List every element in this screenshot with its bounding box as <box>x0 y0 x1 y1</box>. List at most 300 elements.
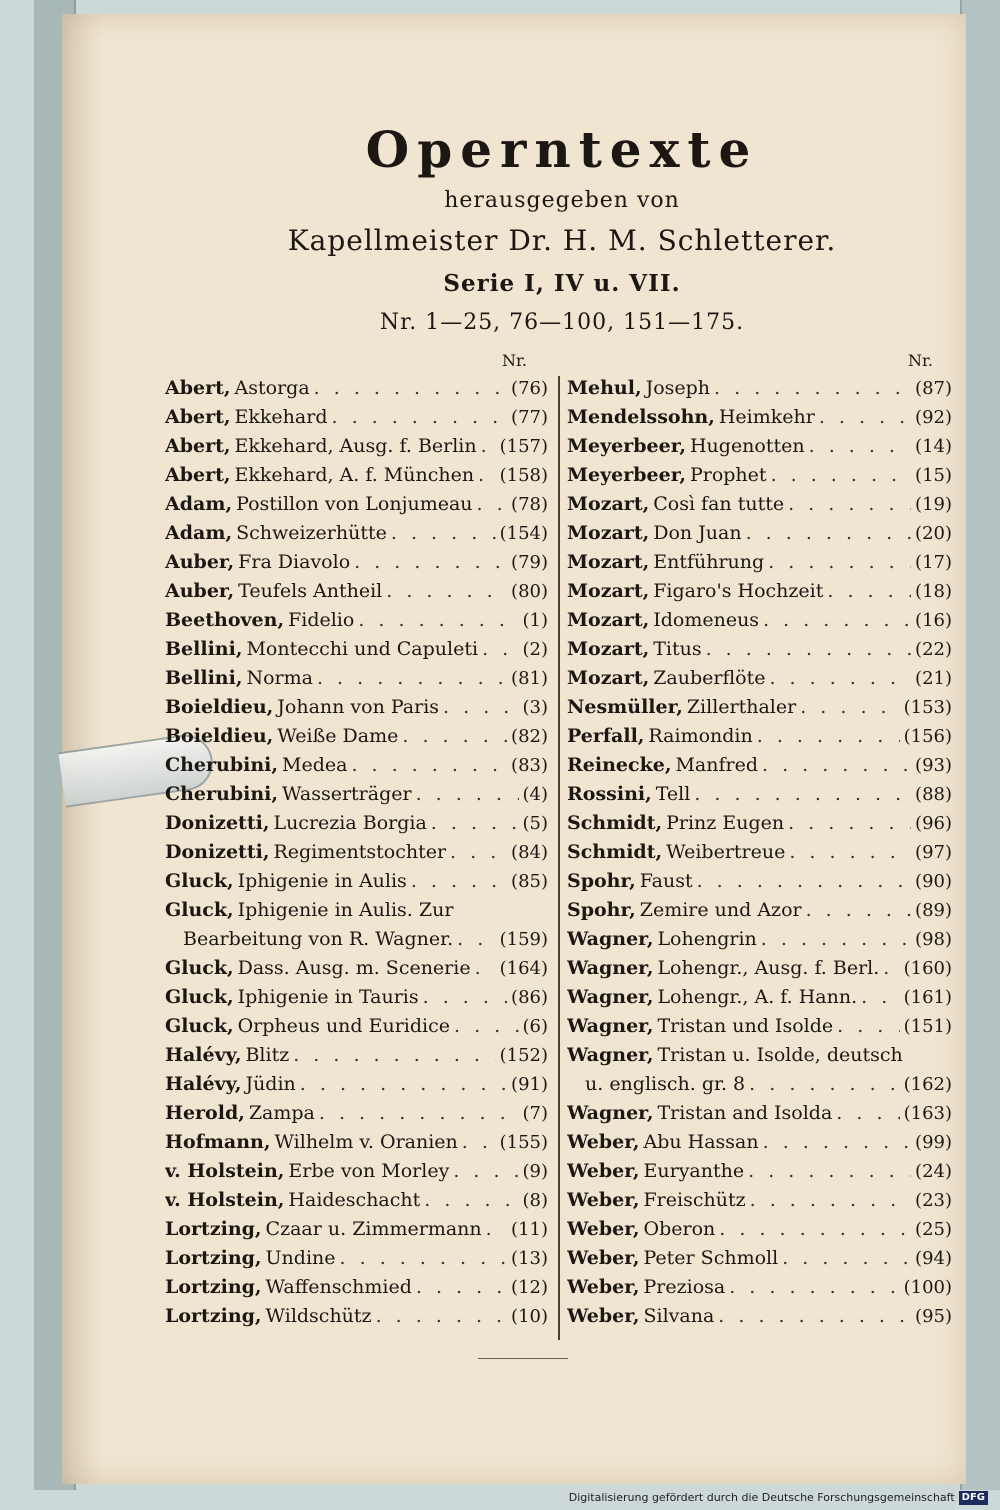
opera-title: Lucrezia Borgia <box>273 812 427 834</box>
opera-title: Fra Diavolo <box>238 551 351 573</box>
leader-dots <box>457 925 495 954</box>
composer-name: Adam, <box>165 493 233 515</box>
entry-number: (6) <box>522 1016 548 1037</box>
entry-number: (7) <box>522 1103 548 1124</box>
leader-dots <box>806 896 911 925</box>
leader-dots <box>750 1186 911 1215</box>
opera-title: Tristan and Isolda <box>657 1102 833 1124</box>
entry-number: (15) <box>915 465 952 486</box>
opera-title: Lohengrin <box>657 928 757 950</box>
list-item <box>567 374 952 403</box>
list-item <box>567 1186 952 1215</box>
leader-dots <box>482 635 518 664</box>
composer-name: Donizetti, <box>165 841 270 863</box>
composer-name: Gluck, <box>165 899 234 921</box>
leader-dots <box>462 1128 496 1157</box>
entry-number: (87) <box>915 378 952 399</box>
opera-title: Zampa <box>248 1102 315 1124</box>
entry-number: (12) <box>511 1277 548 1298</box>
list-item <box>165 954 548 983</box>
list-item <box>567 1099 952 1128</box>
list-item <box>165 606 548 635</box>
list-item <box>165 432 548 461</box>
leader-dots <box>319 1099 519 1128</box>
leader-dots <box>331 403 507 432</box>
leader-dots <box>475 954 496 983</box>
composer-name: Weber, <box>567 1131 640 1153</box>
composer-name: v. Holstein, <box>165 1189 285 1211</box>
opera-title: Astorga <box>234 377 310 399</box>
composer-name: Halévy, <box>165 1073 242 1095</box>
entry-number: (11) <box>511 1219 548 1240</box>
opera-title: Johann von Paris <box>277 696 440 718</box>
opera-title: Lohengr., A. f. Hann. <box>657 986 858 1008</box>
composer-name: Bellini, <box>165 638 243 660</box>
entry-number: (93) <box>915 755 952 776</box>
list-item <box>567 519 952 548</box>
right-column-list <box>567 374 952 1331</box>
list-item <box>567 722 952 751</box>
editor-name: Kapellmeister Dr. H. M. Schletterer. <box>287 224 837 257</box>
opera-title: Heimkehr <box>718 406 815 428</box>
list-item <box>165 664 548 693</box>
composer-name: Mozart, <box>567 609 650 631</box>
opera-title: Weiße Dame <box>277 725 399 747</box>
entry-number: (86) <box>511 987 548 1008</box>
leader-dots <box>317 664 507 693</box>
opera-title: Lohengr., Ausg. f. Berl. <box>657 957 880 979</box>
composer-name: Donizetti, <box>165 812 270 834</box>
entry-number: (159) <box>499 929 548 950</box>
leader-dots <box>746 519 911 548</box>
leader-dots <box>788 809 911 838</box>
leader-dots <box>782 1244 911 1273</box>
list-item <box>165 548 548 577</box>
composer-name: Wagner, <box>567 928 654 950</box>
composer-name: Gluck, <box>165 1015 234 1037</box>
list-item <box>165 1099 548 1128</box>
leader-dots <box>763 606 911 635</box>
list-item <box>165 693 548 722</box>
composer-name: Spohr, <box>567 899 636 921</box>
composer-name: Abert, <box>165 377 231 399</box>
list-item <box>567 635 952 664</box>
composer-name: Spohr, <box>567 870 636 892</box>
leader-dots <box>450 838 507 867</box>
opera-title: Zauberflöte <box>653 667 766 689</box>
opera-title: Preziosa <box>643 1276 726 1298</box>
composer-name: Boieldieu, <box>165 725 274 747</box>
opera-title: Hugenotten <box>689 435 805 457</box>
entry-number: (163) <box>903 1103 952 1124</box>
list-item <box>165 1244 548 1273</box>
entry-number: (83) <box>511 755 548 776</box>
entry-number: (20) <box>915 523 952 544</box>
list-item <box>165 925 548 954</box>
book-page <box>62 14 966 1484</box>
opera-title: Tristan und Isolde <box>657 1015 834 1037</box>
opera-title: Wildschütz <box>265 1305 372 1327</box>
leader-dots <box>771 461 911 490</box>
opera-title: Euryanthe <box>643 1160 745 1182</box>
opera-title: Haideschacht <box>288 1189 421 1211</box>
entry-number: (17) <box>915 552 952 573</box>
opera-title: Così fan tutte <box>653 493 785 515</box>
opera-title: Ekkehard, Ausg. f. Berlin <box>234 435 477 457</box>
opera-title: Raimondin <box>648 725 753 747</box>
composer-name: Wagner, <box>567 957 654 979</box>
opera-title: Zemire und Azor <box>639 899 802 921</box>
opera-title: Norma <box>246 667 313 689</box>
composer-name: Halévy, <box>165 1044 242 1066</box>
leader-dots <box>714 374 911 403</box>
opera-title: Titus <box>653 638 702 660</box>
list-item <box>165 1070 548 1099</box>
entry-number: (10) <box>511 1306 548 1327</box>
list-item <box>567 1215 952 1244</box>
leader-dots <box>861 983 899 1012</box>
entry-number: (21) <box>915 668 952 689</box>
list-item <box>567 1012 952 1041</box>
list-item <box>567 809 952 838</box>
nr-label-left: Nr. <box>502 351 527 370</box>
entry-number: (18) <box>915 581 952 602</box>
leader-dots <box>424 1186 518 1215</box>
entry-number: (153) <box>903 697 952 718</box>
left-column-list <box>165 374 548 1331</box>
composer-name: Perfall, <box>567 725 645 747</box>
list-item <box>567 432 952 461</box>
entry-number: (164) <box>499 958 548 979</box>
leader-dots <box>836 1099 899 1128</box>
opera-title: Entführung <box>653 551 765 573</box>
footer-text: Digitalisierung gefördert durch die Deutsche Forschungsgemeinschaft <box>568 1491 955 1504</box>
leader-dots <box>481 432 496 461</box>
leader-dots <box>706 635 911 664</box>
leader-dots <box>763 1128 911 1157</box>
entry-number: (19) <box>915 494 952 515</box>
opera-title: Figaro's Hochzeit <box>653 580 824 602</box>
list-item <box>165 983 548 1012</box>
composer-name: Auber, <box>165 580 235 602</box>
entry-number: (76) <box>511 378 548 399</box>
entry-number: (91) <box>511 1074 548 1095</box>
composer-name: Nesmüller, <box>567 696 683 718</box>
entry-number: (90) <box>915 871 952 892</box>
list-item <box>165 635 548 664</box>
entry-number: (162) <box>903 1074 952 1095</box>
opera-title: Iphigenie in Tauris <box>237 986 419 1008</box>
composer-name: Lortzing, <box>165 1305 262 1327</box>
opera-title: Regimentstochter <box>273 841 447 863</box>
list-item <box>567 867 952 896</box>
composer-name: Mozart, <box>567 638 650 660</box>
opera-title: Jüdin <box>245 1073 296 1095</box>
list-item <box>165 722 548 751</box>
list-item <box>165 1302 548 1331</box>
opera-title: Weibertreue <box>666 841 786 863</box>
opera-title: Ekkehard <box>234 406 328 428</box>
entry-number: (24) <box>915 1161 952 1182</box>
opera-title: Zillerthaler <box>686 696 797 718</box>
entry-number: (79) <box>511 552 548 573</box>
composer-name: Weber, <box>567 1218 640 1240</box>
composer-name: Boieldieu, <box>165 696 274 718</box>
entry-number: (161) <box>903 987 952 1008</box>
list-item <box>165 751 548 780</box>
leader-dots <box>443 693 518 722</box>
leader-dots <box>769 664 911 693</box>
leader-dots <box>768 548 911 577</box>
entry-number: (82) <box>511 726 548 747</box>
leader-dots <box>697 867 911 896</box>
composer-name: Mozart, <box>567 580 650 602</box>
opera-title: Bearbeitung von R. Wagner. <box>183 928 454 950</box>
opera-title: Blitz <box>245 1044 290 1066</box>
composer-name: Weber, <box>567 1189 640 1211</box>
leader-dots <box>694 780 911 809</box>
list-item <box>567 693 952 722</box>
entry-number: (80) <box>511 581 548 602</box>
list-item <box>567 1157 952 1186</box>
leader-dots <box>486 1215 507 1244</box>
leader-dots <box>788 490 911 519</box>
opera-title: Joseph <box>645 377 711 399</box>
composer-name: Cherubini, <box>165 783 278 805</box>
composer-name: Abert, <box>165 435 231 457</box>
composer-name: Reinecke, <box>567 754 672 776</box>
leader-dots <box>354 548 507 577</box>
opera-title: Manfred <box>675 754 758 776</box>
opera-title: Erbe von Morley <box>288 1160 450 1182</box>
leader-dots <box>300 1070 507 1099</box>
list-item <box>165 780 548 809</box>
leader-dots <box>757 722 900 751</box>
opera-title: Abu Hassan <box>643 1131 759 1153</box>
entry-number: (156) <box>903 726 952 747</box>
nr-label-right: Nr. <box>908 351 933 370</box>
opera-title: Fidelio <box>288 609 355 631</box>
composer-name: Auber, <box>165 551 235 573</box>
entry-number: (23) <box>915 1190 952 1211</box>
leader-dots <box>358 606 518 635</box>
entry-number: (4) <box>522 784 548 805</box>
entry-number: (92) <box>915 407 952 428</box>
opera-title: Silvana <box>643 1305 715 1327</box>
opera-title: Waffenschmied <box>265 1276 412 1298</box>
list-item <box>165 1157 548 1186</box>
list-item <box>165 867 548 896</box>
composer-name: Mendelssohn, <box>567 406 715 428</box>
leader-dots <box>386 577 507 606</box>
leader-dots <box>376 1302 507 1331</box>
composer-name: Mozart, <box>567 551 650 573</box>
number-range: Nr. 1—25, 76—100, 151—175. <box>379 310 745 335</box>
list-item <box>567 1273 952 1302</box>
entry-number: (95) <box>915 1306 952 1327</box>
leader-dots <box>416 780 519 809</box>
composer-name: Mozart, <box>567 667 650 689</box>
entry-number: (9) <box>522 1161 548 1182</box>
leader-dots <box>762 751 911 780</box>
opera-title: Oberon <box>643 1218 716 1240</box>
entry-number: (84) <box>511 842 548 863</box>
opera-title: Dass. Ausg. m. Scenerie <box>237 957 471 979</box>
list-item <box>567 490 952 519</box>
opera-title: u. englisch. gr. 8 <box>585 1073 746 1095</box>
leader-dots <box>477 490 508 519</box>
composer-name: Gluck, <box>165 870 234 892</box>
list-item <box>567 896 952 925</box>
opera-title: Iphigenie in Aulis <box>237 870 407 892</box>
leader-dots <box>314 374 507 403</box>
entry-number: (160) <box>903 958 952 979</box>
entry-number: (94) <box>915 1248 952 1269</box>
list-item <box>165 1041 548 1070</box>
entry-number: (22) <box>915 639 952 660</box>
opera-title: Tristan u. Isolde, deutsch <box>657 1044 903 1066</box>
composer-name: Lortzing, <box>165 1218 262 1240</box>
leader-dots <box>293 1041 495 1070</box>
composer-name: Weber, <box>567 1247 640 1269</box>
opera-title: Prophet <box>689 464 767 486</box>
leader-dots <box>719 1215 911 1244</box>
composer-name: Schmidt, <box>567 812 663 834</box>
leader-dots <box>478 461 496 490</box>
entry-number: (14) <box>915 436 952 457</box>
leader-dots <box>809 432 911 461</box>
composer-name: Beethoven, <box>165 609 285 631</box>
list-item <box>165 896 548 925</box>
composer-name: Abert, <box>165 464 231 486</box>
list-item <box>567 751 952 780</box>
opera-title: Peter Schmoll <box>643 1247 779 1269</box>
list-item <box>567 838 952 867</box>
list-item <box>567 1244 952 1273</box>
list-item <box>165 490 548 519</box>
leader-dots <box>789 838 911 867</box>
leader-dots <box>800 693 899 722</box>
list-item <box>165 1012 548 1041</box>
leader-dots <box>749 1070 899 1099</box>
opera-title: Medea <box>282 754 348 776</box>
list-item <box>567 1070 952 1099</box>
opera-title: Faust <box>639 870 693 892</box>
entry-number: (152) <box>499 1045 548 1066</box>
opera-title: Orpheus und Euridice <box>237 1015 451 1037</box>
opera-title: Wilhelm v. Oranien <box>274 1131 458 1153</box>
entry-number: (100) <box>903 1277 952 1298</box>
entry-number: (2) <box>522 639 548 660</box>
list-item <box>567 780 952 809</box>
composer-name: Wagner, <box>567 986 654 1008</box>
list-item <box>165 461 548 490</box>
leader-dots <box>391 519 496 548</box>
list-item <box>165 1128 548 1157</box>
composer-name: Schmidt, <box>567 841 663 863</box>
leader-dots <box>454 1012 518 1041</box>
entry-number: (97) <box>915 842 952 863</box>
list-item <box>165 1215 548 1244</box>
composer-name: Weber, <box>567 1276 640 1298</box>
list-item <box>165 577 548 606</box>
opera-title: Tell <box>655 783 691 805</box>
composer-name: Meyerbeer, <box>567 435 686 457</box>
composer-name: Gluck, <box>165 957 234 979</box>
list-item <box>165 403 548 432</box>
list-item <box>567 403 952 432</box>
leader-dots <box>351 751 507 780</box>
opera-title: Montecchi und Capuleti <box>246 638 479 660</box>
composer-name: Bellini, <box>165 667 243 689</box>
list-item <box>567 983 952 1012</box>
opera-title: Undine <box>265 1247 336 1269</box>
entry-number: (1) <box>522 610 548 631</box>
page-title: Operntexte <box>365 120 759 179</box>
opera-title: Teufels Antheil <box>238 580 383 602</box>
entry-number: (3) <box>522 697 548 718</box>
leader-dots <box>729 1273 899 1302</box>
opera-title: Ekkehard, A. f. München <box>234 464 475 486</box>
composer-name: Weber, <box>567 1305 640 1327</box>
opera-title: Freischütz <box>643 1189 746 1211</box>
list-item <box>567 1041 952 1070</box>
entry-number: (25) <box>915 1219 952 1240</box>
list-item <box>165 809 548 838</box>
list-item <box>165 1273 548 1302</box>
list-item <box>567 1128 952 1157</box>
opera-title: Czaar u. Zimmermann <box>265 1218 482 1240</box>
list-item <box>567 577 952 606</box>
entry-number: (85) <box>511 871 548 892</box>
entry-number: (81) <box>511 668 548 689</box>
leader-dots <box>416 1273 507 1302</box>
list-item <box>567 1302 952 1331</box>
bottom-rule <box>478 1358 568 1359</box>
entry-number: (89) <box>915 900 952 921</box>
list-item <box>567 606 952 635</box>
entry-number: (88) <box>915 784 952 805</box>
opera-title: Schweizerhütte <box>236 522 387 544</box>
list-item <box>165 519 548 548</box>
dfg-logo: DFG <box>959 1491 988 1505</box>
list-item <box>567 548 952 577</box>
column-divider <box>558 376 560 1340</box>
leader-dots <box>411 867 507 896</box>
composer-name: Cherubini, <box>165 754 278 776</box>
entry-number: (77) <box>511 407 548 428</box>
leader-dots <box>827 577 911 606</box>
composer-name: Hofmann, <box>165 1131 271 1153</box>
leader-dots <box>718 1302 911 1331</box>
composer-name: Gluck, <box>165 986 234 1008</box>
list-item <box>165 838 548 867</box>
entry-number: (13) <box>511 1248 548 1269</box>
entry-number: (99) <box>915 1132 952 1153</box>
list-item <box>567 925 952 954</box>
entry-number: (96) <box>915 813 952 834</box>
list-item <box>567 664 952 693</box>
list-item <box>567 461 952 490</box>
composer-name: Lortzing, <box>165 1276 262 1298</box>
entry-number: (158) <box>499 465 548 486</box>
composer-name: Wagner, <box>567 1044 654 1066</box>
entry-number: (16) <box>915 610 952 631</box>
leader-dots <box>402 722 507 751</box>
composer-name: v. Holstein, <box>165 1160 285 1182</box>
opera-title: Don Juan <box>653 522 742 544</box>
opera-title: Idomeneus <box>653 609 760 631</box>
